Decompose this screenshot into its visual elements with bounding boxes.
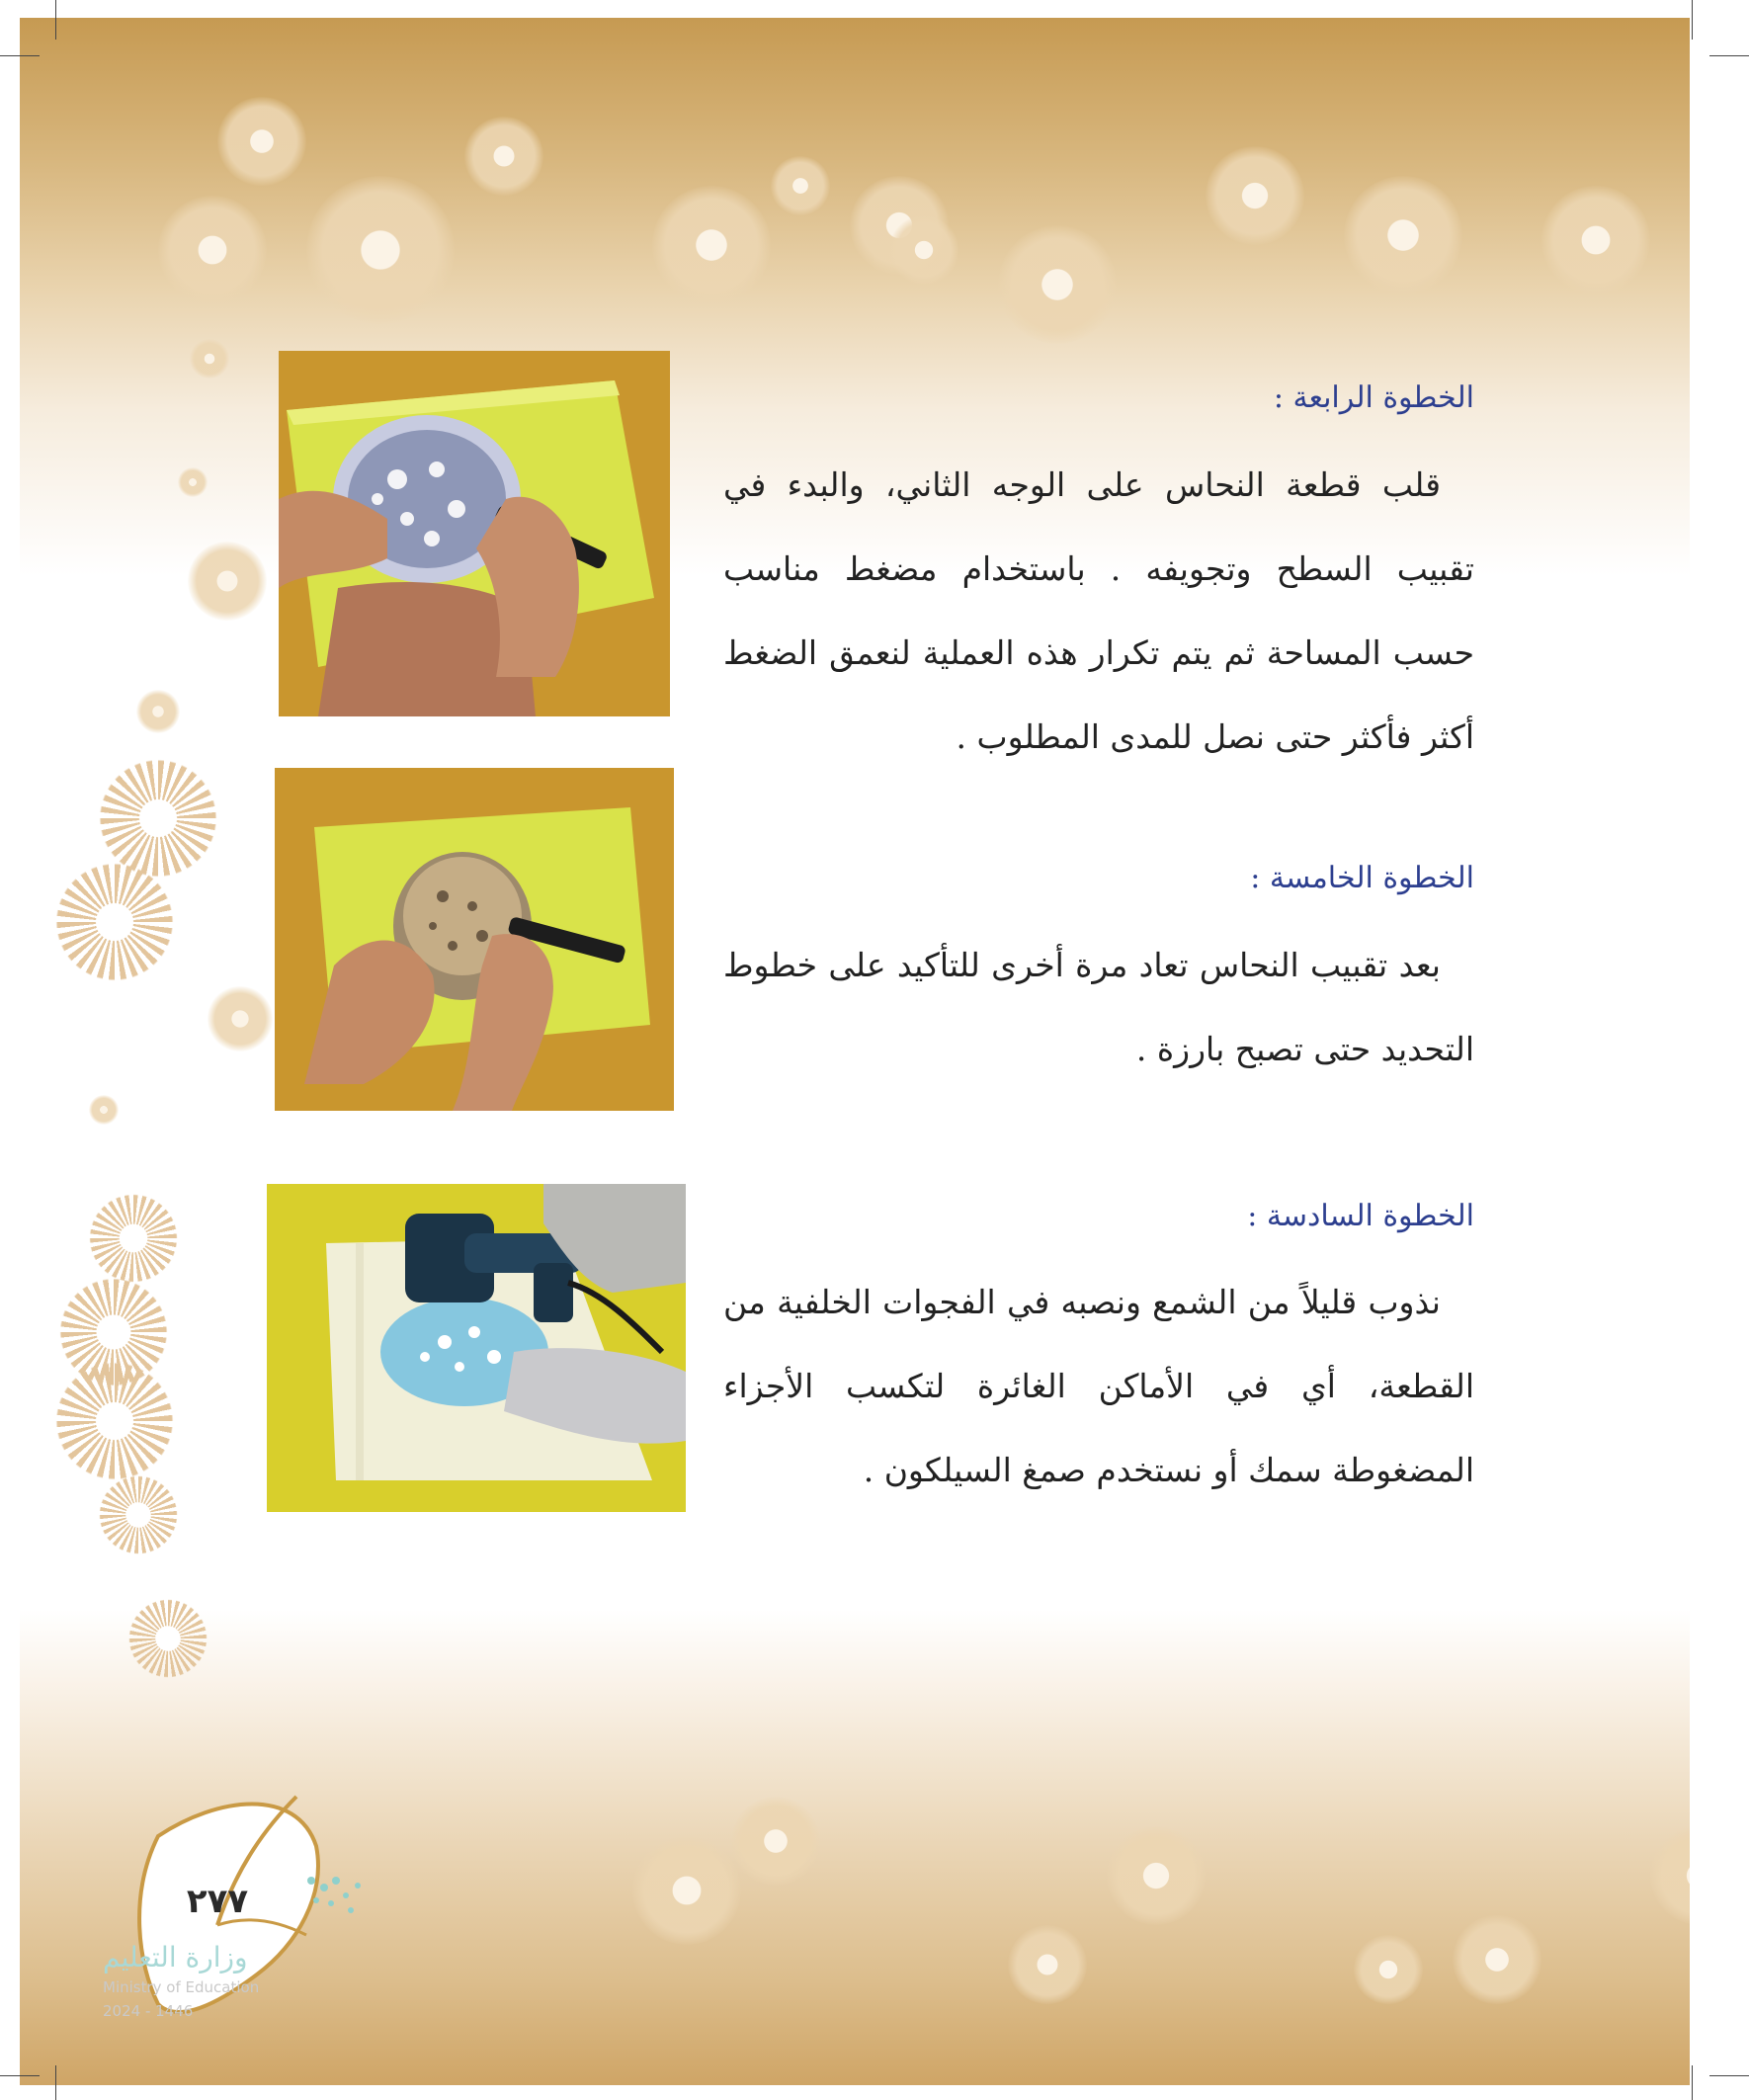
- decor-flower: [208, 986, 273, 1051]
- decor-lace-flower: [99, 759, 217, 878]
- step-six-heading: الخطوة السادسة :: [1247, 1199, 1474, 1233]
- decor-flower: [1008, 1925, 1087, 2004]
- photo-step-four: [279, 351, 670, 716]
- decor-flower: [771, 156, 830, 215]
- decor-lace-flower: [99, 1475, 178, 1554]
- decor-flower: [998, 225, 1117, 344]
- decor-flower: [889, 215, 958, 285]
- decor-flower: [158, 196, 267, 304]
- photo-step-five: [275, 768, 674, 1111]
- photo-step-six: [267, 1184, 686, 1512]
- decor-flower: [306, 176, 455, 324]
- step-six-text: نذوب قليلاً من الشمع ونصبه في الفجوات الخلفية من القطعة، أي في الأماكن الغائرة لتكسب الأجزاء المضغوطة سمك أو نستخدم صمغ السيلكون .: [723, 1283, 1474, 1489]
- crop-mark: [1709, 55, 1749, 56]
- decor-flower: [1354, 1935, 1423, 2004]
- decor-flower: [632, 1836, 741, 1945]
- decor-flower: [217, 97, 306, 186]
- crop-mark: [0, 55, 40, 56]
- decor-flower: [1107, 1826, 1206, 1925]
- decor-flower: [89, 1095, 119, 1125]
- page-number: ٢٧٧: [186, 1882, 249, 1921]
- decor-flower: [190, 339, 229, 378]
- decor-flower: [136, 690, 180, 733]
- decor-flower: [1541, 186, 1650, 294]
- decor-flower: [464, 117, 543, 196]
- step-five-text: بعد تقبيب النحاس تعاد مرة أخرى للتأكيد على خطوط التحديد حتى تصبح بارزة .: [723, 946, 1474, 1068]
- step-five-heading: الخطوة الخامسة :: [1250, 861, 1474, 895]
- step-four-text: قلب قطعة النحاس على الوجه الثاني، والبدء في تقبيب السطح وتجويفه . باستخدام مضغط مناسب حسب المساحة ثم يتم تكرار هذه العملية لنعمق الضغط أكثر فأكثر حتى نصل للمدى المطلوب .: [723, 465, 1474, 756]
- crop-mark: [55, 2065, 56, 2100]
- decor-lace-flower: [55, 863, 174, 981]
- crop-mark: [1692, 2065, 1693, 2100]
- crop-mark: [55, 0, 56, 40]
- crop-mark: [1692, 0, 1693, 40]
- decor-flower: [1206, 146, 1304, 245]
- crop-mark: [0, 2075, 40, 2076]
- ministry-name-english: Ministry of Education: [103, 1978, 260, 1996]
- page-background: [20, 18, 1690, 2085]
- decor-lace-flower: [128, 1599, 208, 1678]
- decor-flower: [1650, 1826, 1690, 1925]
- step-four-heading: الخطوة الرابعة :: [1273, 380, 1474, 415]
- decor-lace-flower: [55, 1362, 174, 1480]
- decor-flower: [1453, 1915, 1541, 2004]
- ministry-name-arabic: وزارة التعليم: [103, 1941, 248, 1974]
- decor-flower: [178, 467, 208, 497]
- decor-lace-flower: [89, 1194, 178, 1283]
- edition-year: 2024 - 1446: [103, 2002, 194, 2020]
- decor-flower: [652, 186, 771, 304]
- decor-flower: [731, 1797, 820, 1886]
- decor-flower: [188, 542, 267, 621]
- decor-flower: [1344, 176, 1462, 294]
- crop-mark: [1709, 2075, 1749, 2076]
